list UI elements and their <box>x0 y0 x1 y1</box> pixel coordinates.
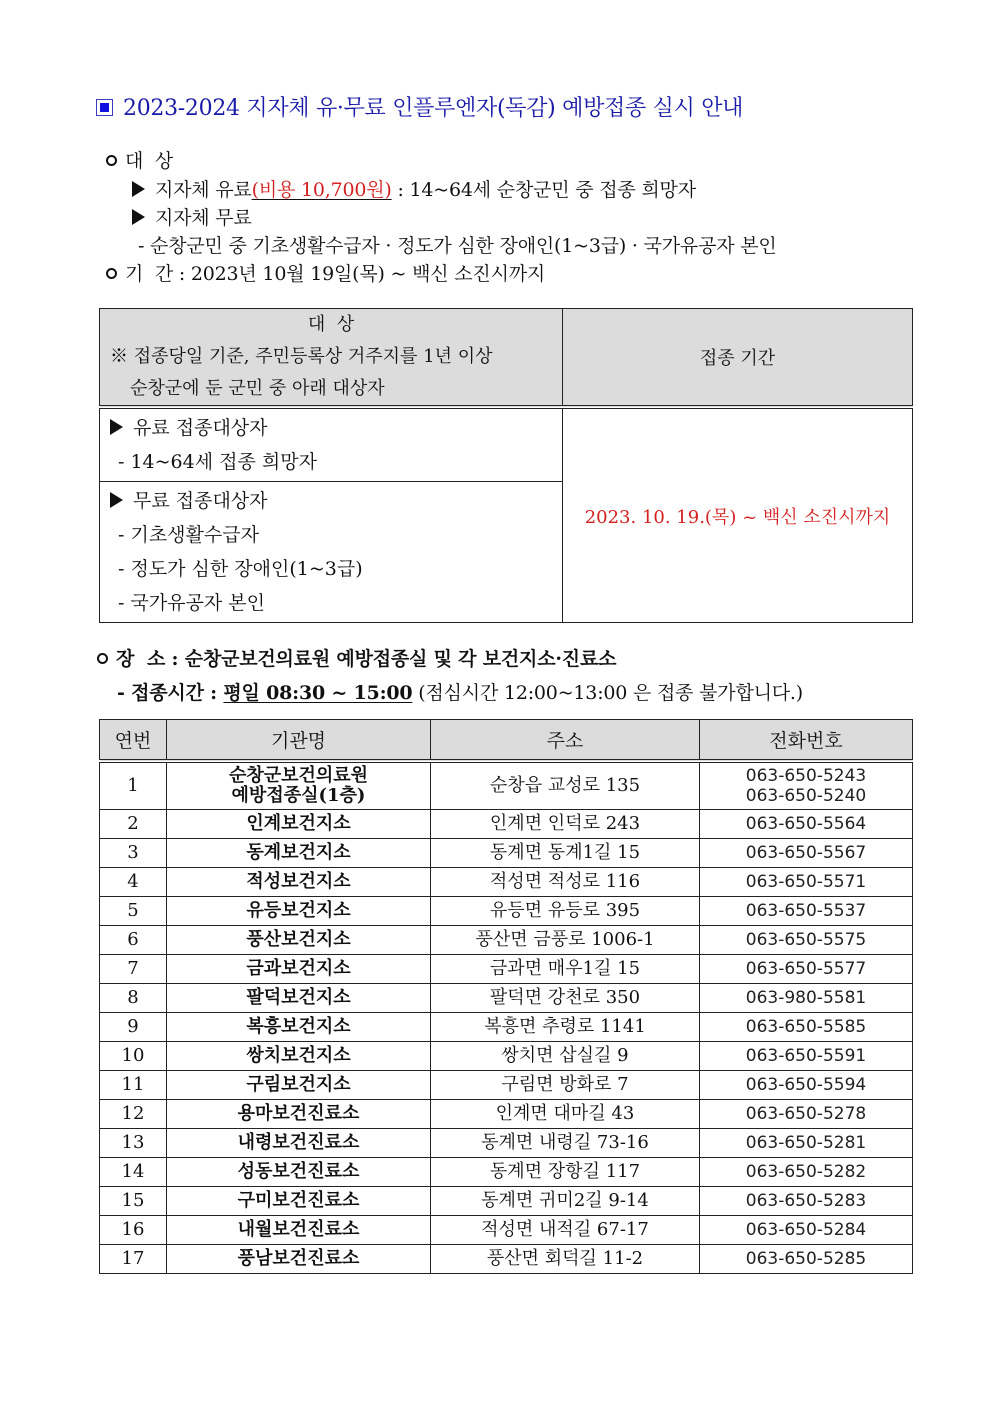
triangle-bullet-icon <box>110 419 123 435</box>
table-row: 7 금과보건지소 금과면 매우1길 15 063-650-5577 <box>100 955 913 984</box>
table-row: 2 인계보건지소 인계면 인덕로 243 063-650-5564 <box>100 810 913 839</box>
document-title <box>96 91 743 122</box>
circle-bullet-icon <box>97 653 108 664</box>
period-cell: 2023. 10. 19.(목) ~ 백신 소진시까지 <box>563 407 913 623</box>
free-target-cell: 무료 접종대상자 - 기초생활수급자 - 정도가 심한 장애인(1~3급) - 국가유공자 본인 <box>100 482 563 623</box>
period-header: 접종 기간 <box>563 309 913 408</box>
table-row: 17 풍남보건진료소 풍산면 회덕길 11-2 063-650-5285 <box>100 1245 913 1274</box>
title-text: 2023-2024 지자체 유·무료 인플루엔자(독감) 예방접종 실시 안내 <box>123 96 744 121</box>
target-header: 대 상 ※ 접종당일 기준, 주민등록상 거주지를 1년 이상 순창군에 둔 군민 중 아래 대상자 <box>100 309 563 408</box>
triangle-bullet-icon <box>132 181 145 197</box>
place-line: 장 소 : 순창군보건의료원 예방접종실 및 각 보건지소·진료소 <box>97 644 616 671</box>
table-row: 1 순창군보건의료원 예방접종실(1층) 순창읍 교성로 135 063-650-5243 063-650-5240 <box>100 761 913 810</box>
table-row: 15 구미보건진료소 동계면 귀미2길 9-14 063-650-5283 <box>100 1187 913 1216</box>
free-label: 지자체 무료 <box>155 207 252 229</box>
col-header-address: 주소 <box>431 720 700 762</box>
triangle-bullet-icon <box>132 209 145 225</box>
target-label: 대 상 <box>125 150 173 172</box>
target-heading <box>106 146 173 173</box>
table-row: 8 팔덕보건지소 팔덕면 강천로 350 063-980-5581 <box>100 984 913 1013</box>
circle-bullet-icon <box>106 155 117 166</box>
period-value: : 2023년 10월 19일(목) ~ 백신 소진시까지 <box>173 263 546 285</box>
col-header-no: 연번 <box>100 720 167 762</box>
table-row: 3 동계보건지소 동계면 동계1길 15 063-650-5567 <box>100 839 913 868</box>
square-bullet-icon <box>96 99 113 116</box>
table-row: 10 쌍치보건지소 쌍치면 삽실길 9 063-650-5591 <box>100 1042 913 1071</box>
paid-cost: (비용 10,700원) <box>251 179 392 201</box>
paid-target-cell: 유료 접종대상자 - 14~64세 접종 희망자 <box>100 407 563 482</box>
target-table <box>99 308 913 623</box>
table-row: 16 내월보건진료소 적성면 내적길 67-17 063-650-5284 <box>100 1216 913 1245</box>
hours-line: - 접종시간 : 평일 08:30 ~ 15:00 (점심시간 12:00~13:00 은 접종 불가합니다.) <box>117 682 803 704</box>
table-row: 14 성동보건진료소 동계면 장항길 117 063-650-5282 <box>100 1158 913 1187</box>
table-row: 5 유등보건지소 유등면 유등로 395 063-650-5537 <box>100 897 913 926</box>
col-header-name: 기관명 <box>167 720 431 762</box>
circle-bullet-icon <box>106 268 117 279</box>
col-header-phone: 전화번호 <box>700 720 913 762</box>
triangle-bullet-icon <box>110 492 123 508</box>
period-line <box>106 259 545 286</box>
table-row: 9 복흥보건지소 복흥면 추령로 1141 063-650-5585 <box>100 1013 913 1042</box>
table-row: 12 용마보건진료소 인계면 대마길 43 063-650-5278 <box>100 1100 913 1129</box>
table-row: 13 내령보건진료소 동계면 내령길 73-16 063-650-5281 <box>100 1129 913 1158</box>
table-row: 4 적성보건지소 적성면 적성로 116 063-650-5571 <box>100 868 913 897</box>
table-row: 6 풍산보건지소 풍산면 금풍로 1006-1 063-650-5575 <box>100 926 913 955</box>
paid-suffix: : 14~64세 순창군민 중 접종 희망자 <box>391 179 696 201</box>
table-row: 11 구림보건지소 구림면 방화로 7 063-650-5594 <box>100 1071 913 1100</box>
clinic-table <box>99 719 913 1274</box>
period-label: 기 간 <box>125 263 173 285</box>
paid-prefix: 지자체 유료 <box>155 179 252 201</box>
free-line <box>132 203 252 230</box>
free-detail: - 순창군민 중 기초생활수급자 · 정도가 심한 장애인(1~3급) · 국가유공자 본인 <box>138 235 777 257</box>
paid-line <box>132 175 696 202</box>
